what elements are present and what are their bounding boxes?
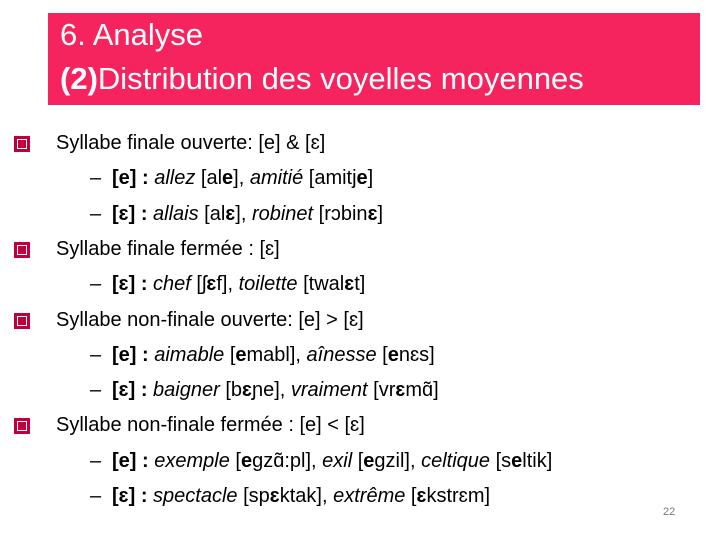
sub-item-segment: [ɛ] : xyxy=(112,379,154,402)
sub-item-segment: aînesse xyxy=(306,343,377,366)
sub-item-segment: e xyxy=(363,449,375,472)
sub-item xyxy=(90,271,365,297)
sub-item xyxy=(90,342,435,368)
dash-marker: – xyxy=(90,167,102,190)
sub-item-segment: [ɛ] : xyxy=(112,202,154,225)
bullet-text: Syllabe finale fermée : [ɛ] xyxy=(56,237,280,260)
sub-item-segment: [rɔbin xyxy=(313,202,368,225)
sub-item-segment: exemple xyxy=(154,449,230,472)
sub-item-segment: [e] : xyxy=(112,343,155,366)
sub-item-segment: mabl], xyxy=(246,343,307,366)
sub-item-segment: exil xyxy=(322,449,353,472)
sub-item-segment: chef xyxy=(153,273,191,296)
sub-item-segment: ɛ xyxy=(206,273,217,296)
dash-marker: – xyxy=(90,343,102,366)
sub-item-segment: ɛ xyxy=(395,379,406,402)
sub-item-segment: [ʃ xyxy=(190,273,207,296)
sub-item-segment: robinet xyxy=(251,202,314,225)
sub-item-segment: ɲe], xyxy=(251,379,291,402)
sub-item-segment: f], xyxy=(216,273,239,296)
sub-item-segment: [b xyxy=(219,379,243,402)
sub-item-segment: ] xyxy=(367,167,374,190)
sub-item-segment: [al xyxy=(195,167,223,190)
sub-item-segment: baigner xyxy=(153,379,220,402)
sub-item-segment: [al xyxy=(198,202,226,225)
sub-item-segment: [ xyxy=(376,343,388,366)
sub-item-segment: [vr xyxy=(367,379,396,402)
sub-item-segment: ɛ xyxy=(416,485,427,507)
dash-marker: – xyxy=(90,485,102,507)
dash-marker: – xyxy=(90,273,102,296)
sub-item-segment: [ xyxy=(224,343,236,366)
sub-item-segment: gzil], xyxy=(374,449,422,472)
sub-item-segment: ɛ xyxy=(367,202,378,225)
sub-item-segment: spectacle xyxy=(153,485,238,507)
sub-item xyxy=(90,201,383,227)
sub-item-segment: [ xyxy=(352,449,364,472)
sub-item xyxy=(90,165,373,191)
sub-item-segment: e xyxy=(511,449,523,472)
sub-item-segment: amitié xyxy=(249,167,304,190)
bullet-text: Syllabe finale ouverte: [e] & [ɛ] xyxy=(56,132,326,154)
sub-item-segment: e xyxy=(387,343,399,366)
sub-item xyxy=(90,483,490,509)
sub-item-segment: [s xyxy=(490,449,512,472)
sub-item-segment: ], xyxy=(235,202,252,225)
sub-item-segment: [twal xyxy=(297,273,345,296)
sub-item-segment: celtique xyxy=(421,449,491,472)
sub-item-segment: [ɛ] : xyxy=(112,485,154,507)
bullet-item xyxy=(56,236,280,262)
sub-item-segment: nɛs] xyxy=(398,343,435,366)
sub-item-segment: [ xyxy=(405,485,417,507)
sub-item-segment: e xyxy=(235,343,247,366)
sub-item-segment: [e] : xyxy=(112,449,155,472)
bullet-item xyxy=(56,307,364,333)
sub-item-segment: e xyxy=(240,449,253,472)
bullet-item xyxy=(56,130,325,156)
sub-item-segment: mɑ̃] xyxy=(405,379,439,402)
sub-item-segment: e xyxy=(222,167,234,190)
sub-item-segment: aimable xyxy=(154,343,225,366)
sub-item-segment: ɛ xyxy=(242,379,252,402)
bullet-square-icon xyxy=(14,136,30,152)
sub-item-segment: ɛ xyxy=(269,485,280,507)
sub-item-segment: [sp xyxy=(237,485,270,507)
sub-item-segment: t] xyxy=(354,273,366,296)
sub-item-segment: ltik] xyxy=(522,449,553,472)
dash-marker: – xyxy=(90,202,102,225)
sub-item-segment: gzɑ̃:pl], xyxy=(252,449,323,472)
dash-marker: – xyxy=(90,449,102,472)
sub-item xyxy=(90,448,552,474)
bullet-text: Syllabe non-finale ouverte: [e] > [ɛ] xyxy=(56,308,364,331)
sub-item-segment: [e] : xyxy=(112,167,155,190)
bullet-text: Syllabe non-finale fermée : [e] < [ɛ] xyxy=(56,414,365,437)
sub-item-segment: allais xyxy=(153,202,199,225)
sub-item-segment: ], xyxy=(233,167,250,190)
dash-marker: – xyxy=(90,379,102,402)
sub-item xyxy=(90,377,439,403)
slide-title: 6. Analyse xyxy=(60,17,204,52)
bullet-square-icon xyxy=(14,242,30,258)
sub-item-segment: toilette xyxy=(238,273,298,296)
bullet-item xyxy=(56,412,365,438)
sub-item-segment: [amitj xyxy=(303,167,357,190)
sub-item-segment: ktak], xyxy=(279,485,334,507)
sub-item-segment: vraiment xyxy=(290,379,368,402)
subtitle-number: (2) xyxy=(60,61,98,96)
sub-item-segment: [ɛ] : xyxy=(112,273,154,296)
sub-item-segment: allez xyxy=(154,167,196,190)
sub-item-segment: [ xyxy=(229,449,241,472)
subtitle-text: Distribution des voyelles moyennes xyxy=(97,61,584,96)
sub-item-segment: ɛ xyxy=(225,202,236,225)
sub-item-segment: extrême xyxy=(333,485,406,507)
page-number: 22 xyxy=(663,506,676,518)
sub-item-segment: kstrɛm] xyxy=(426,485,491,507)
bullet-square-icon xyxy=(14,313,30,329)
sub-item-segment: ɛ xyxy=(344,273,355,296)
bullet-square-icon xyxy=(14,418,30,434)
sub-item-segment: e xyxy=(356,167,368,190)
sub-item-segment: ] xyxy=(377,202,384,225)
